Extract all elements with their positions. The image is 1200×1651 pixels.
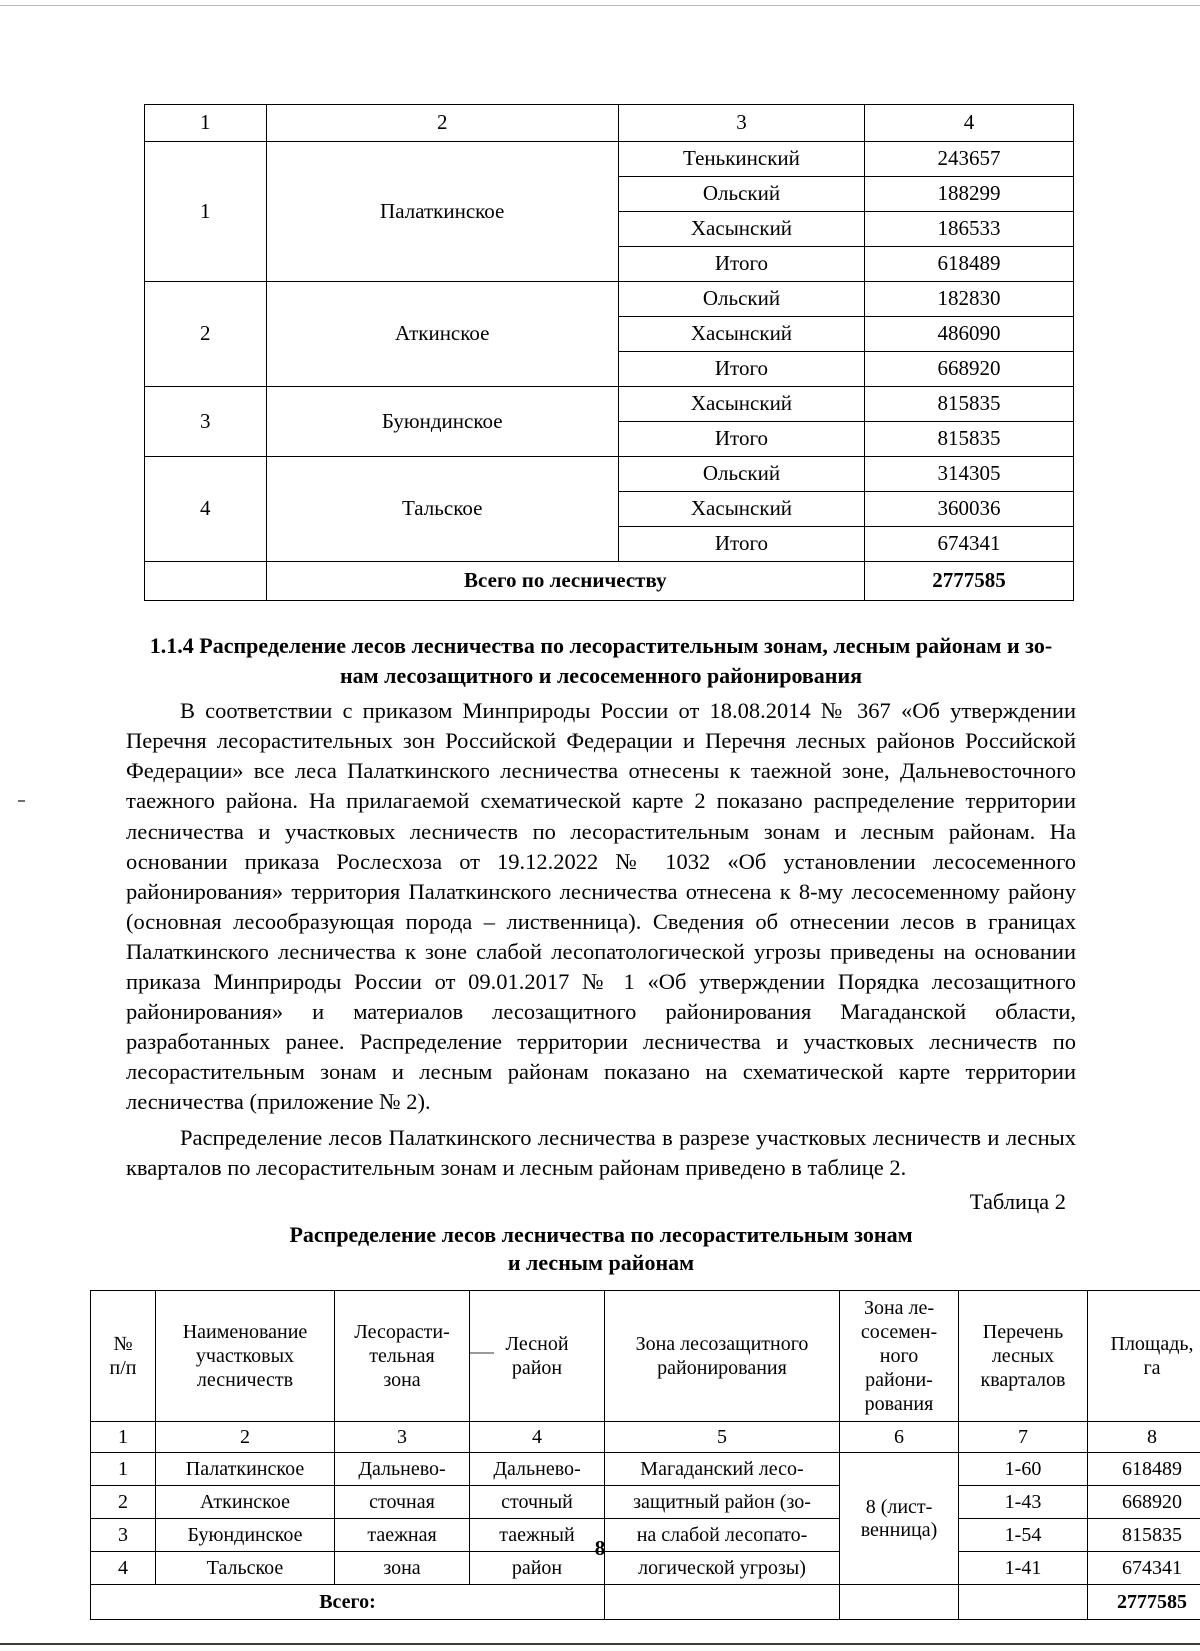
area-value: 815835	[1088, 1519, 1200, 1552]
header-text-line: кварталов	[980, 1369, 1066, 1392]
vegetation-zone: Дальнево-	[335, 1453, 470, 1486]
header-text-line: Зона лесозащитного	[635, 1333, 809, 1356]
quarters-range: 1-54	[959, 1519, 1088, 1552]
district-area: 182830	[865, 282, 1074, 317]
row-number: 4	[145, 457, 267, 562]
protection-zone: логической угрозы)	[605, 1552, 840, 1585]
page-number: 8	[594, 1536, 606, 1560]
header-protection-zone	[605, 1291, 840, 1422]
forestry-name: Аткинское	[266, 282, 618, 387]
forest-region: Дальнево-	[470, 1453, 605, 1486]
row-number: 1	[145, 142, 267, 282]
vegetation-zone: сточная	[335, 1486, 470, 1519]
district-area: 188299	[865, 177, 1074, 212]
header-text-line: Перечень	[982, 1321, 1064, 1344]
forestry-name: Буюндинское	[156, 1519, 335, 1552]
forestry-name: Палаткинское	[266, 142, 618, 282]
subtotal-area: 668920	[865, 352, 1074, 387]
column-number-3: 3	[618, 105, 864, 142]
district-area: 815835	[865, 387, 1074, 422]
header-forest-region	[470, 1291, 605, 1422]
column-number-7: 7	[959, 1422, 1088, 1453]
seed-zone	[840, 1453, 959, 1585]
subtotal-label: Итого	[618, 352, 864, 387]
district-name: Тенькинский	[618, 142, 864, 177]
row-number: 3	[91, 1519, 156, 1552]
section-heading	[126, 631, 1076, 690]
table-row	[91, 1453, 1200, 1486]
forestry-name: Палаткинское	[156, 1453, 335, 1486]
table-column-numbers-row	[91, 1422, 1200, 1453]
forestry-name: Тальское	[156, 1552, 335, 1585]
forest-region: район	[470, 1552, 605, 1585]
district-area: 186533	[865, 212, 1074, 247]
area-value: 668920	[1088, 1486, 1200, 1519]
forest-region: таежный	[470, 1519, 605, 1552]
column-number-8: 8	[1088, 1422, 1200, 1453]
header-text-line: Лесной	[505, 1333, 569, 1356]
district-area: 360036	[865, 492, 1074, 527]
total-label: Всего:	[91, 1585, 605, 1620]
vegetation-zone: зона	[335, 1552, 470, 1585]
table-row	[145, 387, 1074, 422]
scan-top-rule	[0, 5, 1200, 6]
table-row	[145, 457, 1074, 492]
protection-zone: на слабой лесопато-	[605, 1519, 840, 1552]
subtotal-label: Итого	[618, 247, 864, 282]
column-number-1: 1	[91, 1422, 156, 1453]
section-heading-line-2: нам лесозащитного и лесосеменного районирования	[339, 662, 863, 688]
header-text-line: Площадь,	[1110, 1333, 1194, 1356]
page-content	[109, 104, 1194, 1620]
row-number: 4	[91, 1552, 156, 1585]
protection-zone: защитный район (зо-	[605, 1486, 840, 1519]
header-text-line: рования	[864, 1393, 934, 1416]
paragraph-table-reference: Распределение лесов Палаткинского лесничества в разрезе участковых лесничеств и лесных кварталов по лесорастительным зонам и лесным районам приведено в таблице 2.	[126, 1124, 1076, 1180]
table-row	[145, 105, 1074, 142]
total-value: 2777585	[865, 562, 1074, 601]
forestry-name: Буюндинское	[266, 387, 618, 457]
table-row	[145, 282, 1074, 317]
table-caption-line-1: Распределение лесов лесничества по лесорастительным зонам	[289, 1221, 913, 1247]
header-text-line: райони-	[865, 1369, 933, 1392]
header-seed-zone	[840, 1291, 959, 1422]
column-number-1: 1	[145, 105, 267, 142]
table-label: Таблица 2	[969, 1188, 1066, 1214]
header-text-line: га	[1143, 1357, 1161, 1380]
district-name: Ольский	[618, 177, 864, 212]
seed-zone-line-2: венница)	[860, 1518, 938, 1541]
total-spacer	[145, 562, 267, 601]
forestry-area-table	[144, 104, 1074, 601]
header-quarters-list	[959, 1291, 1088, 1422]
header-text-line: районирования	[657, 1357, 787, 1380]
forestry-name: Тальское	[266, 457, 618, 562]
quarters-range: 1-41	[959, 1552, 1088, 1585]
quarters-range: 1-60	[959, 1453, 1088, 1486]
row-number: 2	[91, 1486, 156, 1519]
header-text-line: участковых	[195, 1345, 295, 1368]
header-text-line: Лесорасти-	[354, 1321, 450, 1344]
header-text-line: лесничеств	[196, 1369, 294, 1392]
column-number-4: 4	[865, 105, 1074, 142]
header-text-line: зона	[383, 1369, 421, 1392]
district-name: Хасынский	[618, 212, 864, 247]
column-number-5: 5	[605, 1422, 840, 1453]
table-header-row	[91, 1291, 1200, 1422]
forest-region: сточный	[470, 1486, 605, 1519]
column-number-6: 6	[840, 1422, 959, 1453]
seed-zone-line-1: 8 (лист-	[865, 1496, 933, 1519]
forest-zoning-table	[90, 1290, 1200, 1620]
protection-zone: Магаданский лесо-	[605, 1453, 840, 1486]
subtotal-area: 674341	[865, 527, 1074, 562]
header-row-number	[91, 1291, 156, 1422]
header-text-line: район	[511, 1357, 563, 1380]
total-value: 2777585	[1088, 1585, 1200, 1620]
row-number: 2	[145, 282, 267, 387]
district-name: Ольский	[618, 282, 864, 317]
paragraph-regulation-basis: В соответствии с приказом Минприроды России от 18.08.2014 № 367 «Об утверждении Перечня лесорастительных зон Российской Федерации и Перечня лесных районов Российской Федерации» все леса Палаткинского лесничества отнесены к таежной зоне, Дальневосточного таежного района. На прилагаемой схематической карте 2 показано распределение территории лесничества и участковых лесничеств по лесорастительным зонам и лесным районам. На основании приказа Рослесхоза от 19.12.2022 № 1032 «Об установлении лесосеменного районирования» территория Палаткинского лесничества отнесена к 8-му лесосеменному району (основная лесообразующая порода – лиственница). Сведения об отнесении лесов в границах Палаткинского лесничества к зоне слабой лесопатологической угрозы приведены на основании приказа Минприроды России от 09.01.2017 № 1 «Об утверждении Порядка лесозащитного районирования» и материалов лесозащитного районирования Магаданской области, разработанных ранее. Распределение территории лесничества и участковых лесничеств по лесорастительным зонам и лесным районам показано на схематической карте территории лесничества (приложение № 2).	[126, 698, 1076, 1114]
area-value: 674341	[1088, 1552, 1200, 1585]
total-spacer-quarters	[959, 1585, 1088, 1620]
header-text-line: Наименование	[182, 1321, 308, 1344]
district-area: 486090	[865, 317, 1074, 352]
header-text-line: тельная	[369, 1345, 435, 1368]
table-total-row	[91, 1585, 1200, 1620]
header-forestry-name	[156, 1291, 335, 1422]
district-name: Хасынский	[618, 492, 864, 527]
subtotal-area: 815835	[865, 422, 1074, 457]
header-vegetation-zone	[335, 1291, 470, 1422]
district-area: 243657	[865, 142, 1074, 177]
column-number-4: 4	[470, 1422, 605, 1453]
column-number-3: 3	[335, 1422, 470, 1453]
header-text-line: №	[113, 1333, 133, 1356]
header-text-line: Зона ле-	[863, 1297, 935, 1320]
header-area	[1088, 1291, 1200, 1422]
forestry-name: Аткинское	[156, 1486, 335, 1519]
table-caption	[126, 1221, 1076, 1278]
total-spacer-seed	[840, 1585, 959, 1620]
total-spacer-protection	[605, 1585, 840, 1620]
row-number: 3	[145, 387, 267, 457]
table-row	[91, 1486, 1200, 1519]
district-name: Хасынский	[618, 387, 864, 422]
total-label: Всего по лесничеству	[266, 562, 865, 601]
table-caption-line-2: и лесным районам	[507, 1250, 695, 1276]
quarters-range: 1-43	[959, 1486, 1088, 1519]
header-text-line: ного	[879, 1345, 919, 1368]
scan-bottom-rule	[0, 1643, 1200, 1645]
header-text-line: п/п	[109, 1357, 137, 1380]
vegetation-zone: таежная	[335, 1519, 470, 1552]
header-text-line: лесных	[991, 1345, 1055, 1368]
subtotal-label: Итого	[618, 527, 864, 562]
column-number-2: 2	[156, 1422, 335, 1453]
district-area: 314305	[865, 457, 1074, 492]
column-number-2: 2	[266, 105, 618, 142]
subtotal-area: 618489	[865, 247, 1074, 282]
table-row	[145, 142, 1074, 177]
district-name: Хасынский	[618, 317, 864, 352]
district-name: Ольский	[618, 457, 864, 492]
area-value: 618489	[1088, 1453, 1200, 1486]
header-text-line: сосемен-	[860, 1321, 938, 1344]
scan-left-artifact	[18, 800, 25, 802]
section-heading-line-1: 1.1.4 Распределение лесов лесничества по лесорастительным зонам, лесным районам и зо-	[149, 633, 1053, 658]
row-number: 1	[91, 1453, 156, 1486]
table-total-row	[145, 562, 1074, 601]
subtotal-label: Итого	[618, 422, 864, 457]
